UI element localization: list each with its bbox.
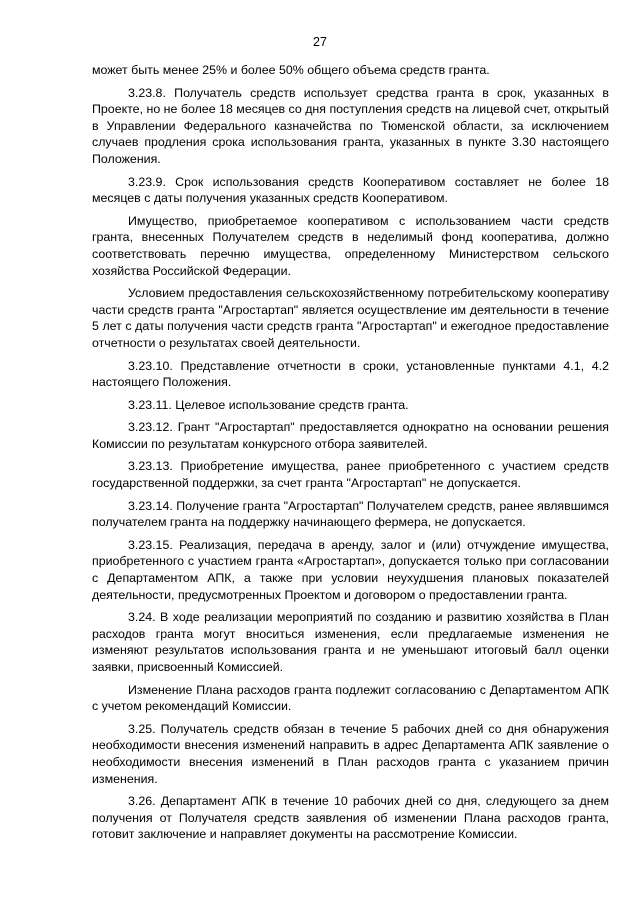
paragraph-3-23-9: 3.23.9. Срок использования средств Кооперативом составляет не более 18 месяцев с даты получения указанных средств Кооперативом. [92,174,609,206]
paragraph-cooperative-condition: Условием предоставления сельскохозяйственному потребительскому кооперативу части средств гранта "Агростартап" является осуществление им деятельности в течение 5 лет с даты получения части средств гранта "Агростартап" и ежегодное предоставление отчетности о результатах своей деятельности. [92,286,609,350]
paragraph-3-26: 3.26. Департамент АПК в течение 10 рабочих дней со дня, следующего за днем получения от Получателя средств заявления об изменении Плана расходов гранта, готовит заключение и направляет документы на рассмотрение Комиссии. [92,794,609,842]
paragraph-3-23-12: 3.23.12. Грант "Агростартап" предоставляется однократно на основании решения Комиссии по результатам конкурсного отбора заявителей. [92,420,609,451]
paragraph-3-23-8: 3.23.8. Получатель средств использует средства гранта в срок, указанных в Проекте, но не более 18 месяцев со дня поступления средств на лицевой счет, открытый в Управлении Федерального казначейства по Тюменской области, за исключением случаев продления срока использования гранта, указанных в пункте 3.30 настоящего Положения. [92,85,609,166]
paragraph-property-requirements: Имущество, приобретаемое кооперативом с использованием части средств гранта, внесенных Получателем средств в неделимый фонд кооператива, должно соответствовать перечню имущества, определенному Министерством сельского хозяйства Российской Федерации. [92,213,609,278]
page-number: 27 [313,35,327,49]
paragraph-3-23-11: 3.23.11. Целевое использование средств гранта. [128,397,409,412]
paragraph-3-24: 3.24. В ходе реализации мероприятий по созданию и развитию хозяйства в План расходов гранта могут вноситься изменения, если предлагаемые изменения не изменяют результатов использования гранта и не уменьшают итоговый балл оценки заявки, присвоенный Комиссией. [92,610,609,674]
paragraph-plan-change-approval: Изменение Плана расходов гранта подлежит согласованию с Департаментом АПК с учетом рекомендаций Комиссии. [92,682,609,714]
paragraph-3-23-13: 3.23.13. Приобретение имущества, ранее приобретенного с участием средств государственной поддержки, за счет гранта "Агростартап" не допускается. [92,459,609,491]
paragraph-3-23-14: 3.23.14. Получение гранта "Агростартап" Получателем средств, ранее являвшимся получателем гранта на поддержку начинающего фермера, не допускается. [92,498,609,530]
paragraph-continuation: может быть менее 25% и более 50% общего объема средств гранта. [92,63,490,77]
paragraph-3-25: 3.25. Получатель средств обязан в течение 5 рабочих дней со дня обнаружения необходимости внесения изменений направить в адрес Департамента АПК заявление о необходимости внесения изменений в План расходов гранта с указанием причин изменения. [92,721,609,786]
paragraph-3-23-10: 3.23.10. Представление отчетности в сроки, установленные пунктами 4.1, 4.2 настоящего Положения. [92,358,609,390]
paragraph-3-23-15: 3.23.15. Реализация, передача в аренду, залог и (или) отчуждение имущества, приобретенного с участием гранта «Агростартап», допускается только при согласовании с Департаментом АПК, а также при условии неухудшения плановых показателей деятельности, предусмотренных Проектом и договором о предоставлении гранта. [92,537,609,602]
document-body [92,62,609,849]
